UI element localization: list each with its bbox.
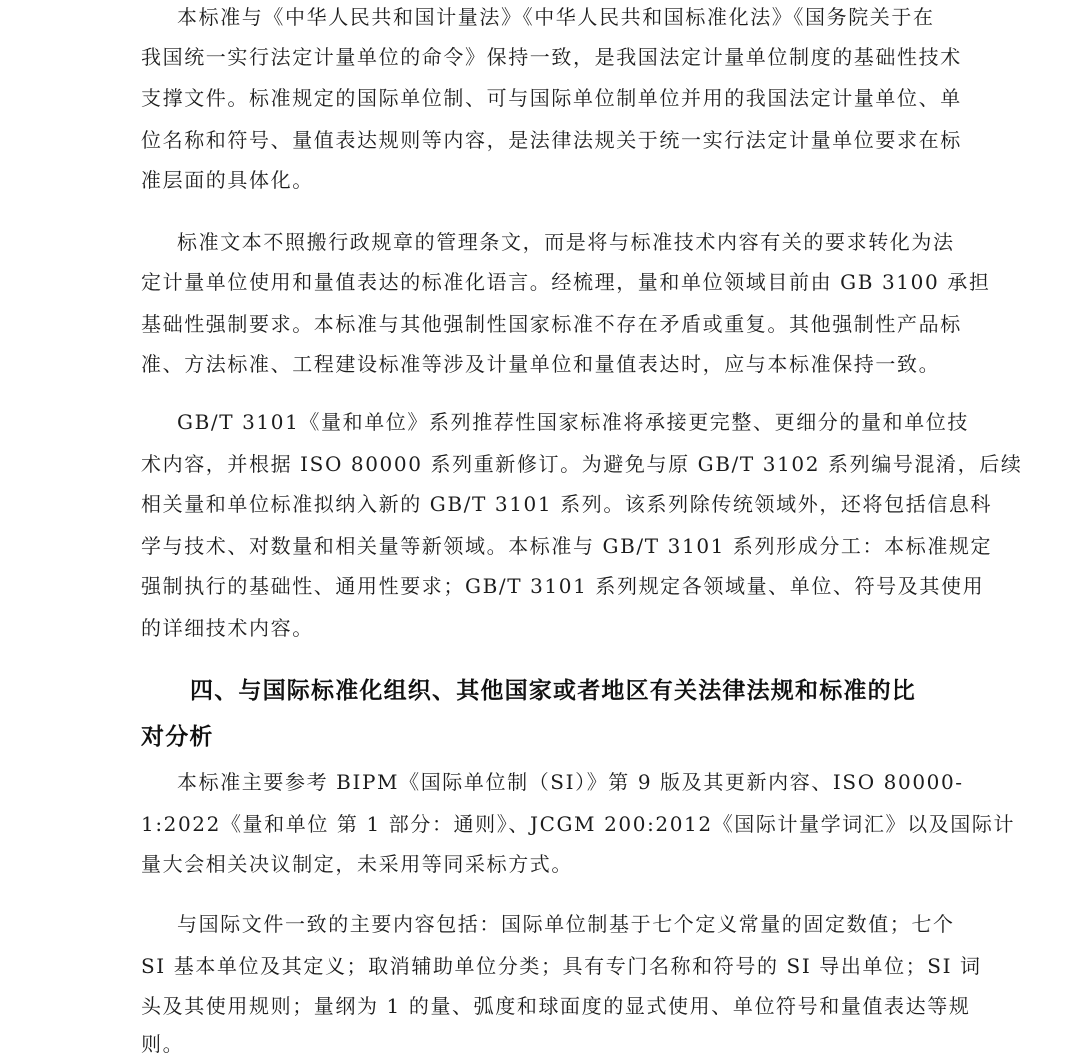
paragraph-4-line-2: 1:2022《量和单位 第 1 部分：通则》、JCGM 200:2012《国际计量学词汇》以及国际计: [141, 812, 1016, 836]
paragraph-3-line-5: 强制执行的基础性、通用性要求；GB/T 3101 系列规定各领域量、单位、符号及其使用: [141, 574, 985, 598]
paragraph-3-line-2: 术内容，并根据 ISO 80000 系列重新修订。为避免与原 GB/T 3102 系列编号混淆，后续: [141, 452, 1023, 476]
paragraph-2-line-1: 标准文本不照搬行政规章的管理条文，而是将与标准技术内容有关的要求转化为法: [177, 230, 955, 254]
paragraph-3-line-6: 的详细技术内容。: [141, 616, 314, 640]
paragraph-1-line-3: 支撑文件。标准规定的国际单位制、可与国际单位制单位并用的我国法定计量单位、单: [141, 86, 962, 110]
paragraph-5-line-1: 与国际文件一致的主要内容包括：国际单位制基于七个定义常量的固定数值；七个: [177, 912, 955, 936]
paragraph-2-line-4: 准、方法标准、工程建设标准等涉及计量单位和量值表达时，应与本标准保持一致。: [141, 352, 941, 376]
paragraph-4-line-3: 量大会相关决议制定，未采用等同采标方式。: [141, 852, 573, 876]
paragraph-2-line-3: 基础性强制要求。本标准与其他强制性国家标准不存在矛盾或重复。其他强制性产品标: [141, 312, 962, 336]
paragraph-5-line-2: SI 基本单位及其定义；取消辅助单位分类；具有专门名称和符号的 SI 导出单位；SI 词: [141, 954, 982, 978]
paragraph-1-line-5: 准层面的具体化。: [141, 168, 314, 192]
section-heading-line-2: 对分析: [141, 724, 214, 750]
paragraph-3-line-4: 学与技术、对数量和相关量等新领域。本标准与 GB/T 3101 系列形成分工：本标准规定: [141, 534, 993, 558]
paragraph-3-line-3: 相关量和单位标准拟纳入新的 GB/T 3101 系列。该系列除传统领域外，还将包括信息科: [141, 492, 993, 516]
paragraph-2-line-2: 定计量单位使用和量值表达的标准化语言。经梳理，量和单位领域目前由 GB 3100 承担: [141, 270, 991, 294]
paragraph-1-line-2: 我国统一实行法定计量单位的命令》保持一致，是我国法定计量单位制度的基础性技术: [141, 45, 962, 69]
paragraph-3-line-1: GB/T 3101《量和单位》系列推荐性国家标准将承接更完整、更细分的量和单位技: [177, 410, 970, 434]
paragraph-4-line-1: 本标准主要参考 BIPM《国际单位制（SI）》第 9 版及其更新内容、ISO 80000-: [177, 770, 964, 794]
paragraph-1-line-4: 位名称和符号、量值表达规则等内容，是法律法规关于统一实行法定计量单位要求在标: [141, 128, 962, 152]
paragraph-1-line-1: 本标准与《中华人民共和国计量法》《中华人民共和国标准化法》《国务院关于在: [177, 5, 935, 29]
paragraph-5-line-4: 则。: [141, 1032, 185, 1056]
section-heading-line-1: 四、与国际标准化组织、其他国家或者地区有关法律法规和标准的比: [190, 678, 916, 704]
paragraph-5-line-3: 头及其使用规则；量纲为 1 的量、弧度和球面度的显式使用、单位符号和量值表达等规: [141, 994, 971, 1018]
